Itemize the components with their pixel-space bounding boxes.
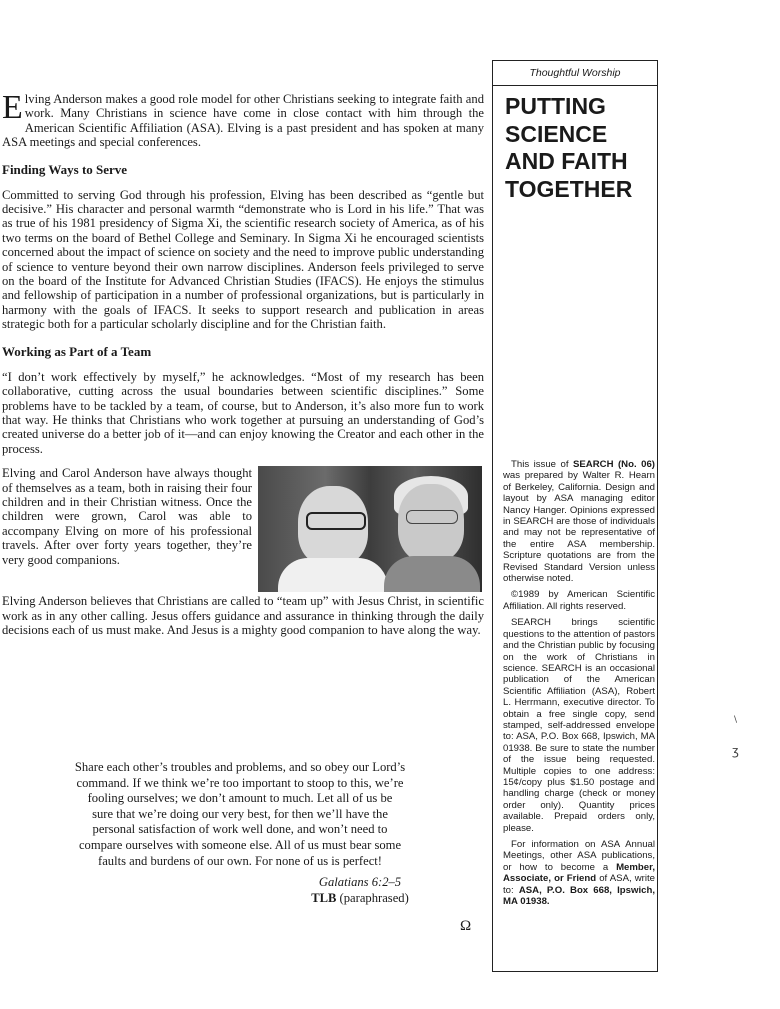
quote-line: sure that we’re doing our very best, for then we’ll have the (92, 806, 388, 821)
colophon (503, 459, 655, 912)
quote-version-abbrev: TLB (311, 890, 337, 905)
colophon-credits: This issue of SEARCH (No. 06) was prepared by Walter R. Hearn of Berkeley, California. Design and layout by ASA managing editor Nancy Hanger. Opinions expressed in SEARCH are those of individuals and may not be representative of the entire ASA membership. Scripture quotations are from the Revised Standard Version unless otherwise noted. (503, 459, 655, 585)
quote-line: personal satisfaction of work well done, and won’t need to (92, 822, 388, 837)
quote-version (300, 891, 420, 907)
intro-paragraph (2, 89, 484, 150)
drop-cap: E (2, 89, 23, 126)
anderson-couple-photo (258, 466, 482, 592)
scripture-quote (40, 760, 440, 869)
sidebar-kicker: Thoughtful Worship (529, 67, 621, 79)
sidebar-title (505, 93, 632, 203)
quote-line: faults and burdens of our own. For none of us is perfect! (98, 853, 382, 868)
title-line: SCIENCE (505, 120, 608, 147)
margin-mark: \ (734, 715, 738, 725)
title-line: AND FAITH (505, 148, 628, 174)
quote-line: compare ourselves with someone else. All of us must bear some (78, 837, 402, 852)
team-paragraph-3: Elving Anderson believes that Christians are called to “team up” with Jesus Christ, in scientific work as in any other calling. Jesus offers guidance and assurance in thinking through the daily decisions each of us must make. And Jesus is a mighty good companion to have along the way. (2, 594, 484, 637)
title-line: PUTTING (505, 93, 606, 119)
photo-row (2, 466, 484, 594)
article-column (2, 89, 484, 637)
colophon-info: For information on ASA Annual Meetings, other ASA publications, or how to become a Member, Associate, or Friend of ASA, write to: ASA, P.O. Box 668, Ipswich, MA 01938. (503, 839, 655, 908)
sidebar-box (492, 60, 658, 972)
quote-line: command. If we think we’re too important to stoop to this, we’re (76, 775, 404, 790)
team-paragraph-2: Elving and Carol Anderson have always thought of themselves as a team, both in raising their four children and in their Christian witness. Once the children were grown, Carol was able to accompany Elving on more of his professional travels. After over forty years together, they’re very good companions. (2, 466, 252, 567)
quote-line: fooling ourselves; we don’t amount to much. Let all of us be (87, 791, 393, 806)
heading-finding-ways: Finding Ways to Serve (2, 161, 128, 177)
quote-reference (300, 875, 420, 906)
end-mark: Ω (460, 918, 472, 934)
quote-citation: Galatians 6:2–5 (318, 875, 402, 889)
finding-ways-paragraph: Committed to serving God through his profession, Elving has been described as “gentle but decisive.” His character and personal warmth “demonstrate who is Lord in his life.” That was as true of his 1981 presidency of Sigma Xi, the scientific research society of America, as of his two terms on the board of Bethel College and Seminary. In Sigma Xi he encouraged scientists concerned about the impact of science on society and the need to improve public understanding of science to venture beyond their own narrow disciplines. Anderson feels privileged to serve on the board of the Institute for Advanced Christian Studies (IFACS). He enjoys the stimulus and fellowship of participation in a number of professional organizations, but is particularly in harmony with the goals of IFACS. It seeks to support research and publication in areas strategic both for a particular scholarly discipline and for the Christian faith. (2, 187, 484, 332)
margin-mark: ʒ (732, 744, 739, 758)
colophon-about: SEARCH brings scientific questions to the attention of pastors and the Christian public by focusing on the work of Christians in science. SEARCH is an occasional publication of the American Scientific Affiliation (ASA), Robert L. Herrmann, executive director. To obtain a free single copy, send stamped, self-addressed envelope to: ASA, P.O. Box 668, Ipswich, MA 01938. Be sure to state the number of the issue being requested. Multiple copies to one address: 15¢/copy plus $1.50 postage and handling charge (check or money order only). Quantity prices available. Prepaid orders only, please. (503, 617, 656, 834)
colophon-copyright: ©1989 by American Scientific Affiliation. All rights reserved. (503, 589, 655, 612)
heading-working-team: Working as Part of a Team (2, 343, 152, 359)
quote-version-note: (paraphrased) (336, 890, 409, 905)
title-line: TOGETHER (505, 175, 633, 202)
sidebar-divider (493, 85, 657, 86)
intro-text: lving Anderson makes a good role model for other Christians seeking to integrate faith and work. Many Christians in science have come in close contact with him through the American Scientific Affiliation (ASA). Elving is a past president and has spoken at many ASA meetings and special conferences. (2, 92, 484, 150)
quote-line: Share each other’s troubles and problems, and so obey our Lord’s (74, 760, 406, 774)
team-paragraph-1: “I don’t work effectively by myself,” he acknowledges. “Most of my research has been collaborative, cutting across the usual boundaries between scientific disciplines.” Some problems have to be tackled by a team, of course, but to Anderson, it’s also more fun to work that way. He thinks that Christians who work together at pursuing an understanding of God’s created universe do a better job of it—and can enjoy knowing the Creator and each other in the process. (2, 369, 484, 456)
